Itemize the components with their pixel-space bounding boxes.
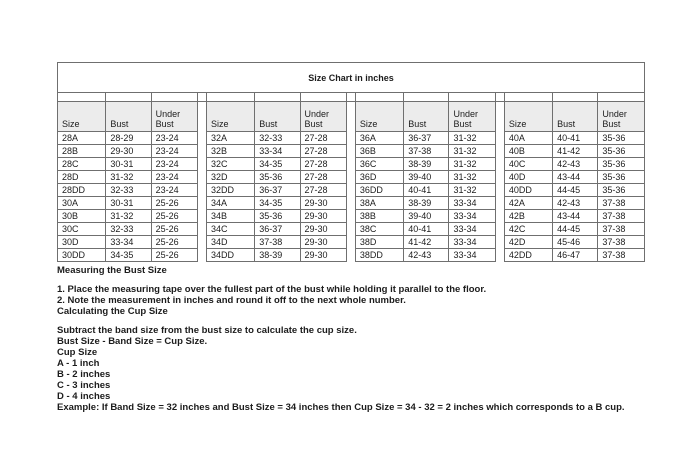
size-cell: 42C bbox=[504, 223, 552, 236]
under-bust-cell: 25-26 bbox=[151, 197, 197, 210]
under-bust-cell: 35-36 bbox=[598, 158, 645, 171]
bust-cell: 42-43 bbox=[404, 249, 449, 262]
bust-cell: 37-38 bbox=[255, 236, 300, 249]
column-gap bbox=[346, 184, 355, 197]
size-cell: 28A bbox=[58, 132, 106, 145]
under-bust-cell: 25-26 bbox=[151, 223, 197, 236]
size-chart-table bbox=[57, 62, 645, 262]
size-cell: 32A bbox=[206, 132, 254, 145]
bust-cell: 44-45 bbox=[553, 223, 598, 236]
bust-cell: 32-33 bbox=[255, 132, 300, 145]
column-gap bbox=[197, 102, 206, 132]
note-line: A - 1 inch bbox=[57, 358, 100, 369]
size-cell: 32D bbox=[206, 171, 254, 184]
table-row bbox=[58, 197, 645, 210]
under-bust-cell: 35-36 bbox=[598, 171, 645, 184]
column-gap bbox=[495, 171, 504, 184]
bust-cell: 38-39 bbox=[404, 197, 449, 210]
bust-cell: 43-44 bbox=[553, 210, 598, 223]
size-cell: 34A bbox=[206, 197, 254, 210]
note-line: 1. Place the measuring tape over the fullest part of the bust while holding it parallel to the floor. bbox=[57, 284, 487, 295]
column-gap bbox=[495, 158, 504, 171]
note-spacer bbox=[57, 276, 657, 284]
under-bust-cell: 35-36 bbox=[598, 132, 645, 145]
under-bust-cell: 27-28 bbox=[300, 145, 346, 158]
spacer-cell bbox=[106, 93, 151, 102]
title-row bbox=[58, 63, 645, 93]
column-gap bbox=[197, 158, 206, 171]
under-bust-cell: 31-32 bbox=[449, 145, 495, 158]
column-gap bbox=[346, 158, 355, 171]
under-bust-cell: 37-38 bbox=[598, 210, 645, 223]
under-bust-cell: 29-30 bbox=[300, 223, 346, 236]
column-gap bbox=[495, 236, 504, 249]
bust-cell: 28-29 bbox=[106, 132, 151, 145]
size-cell: 28DD bbox=[58, 184, 106, 197]
under-bust-cell: 37-38 bbox=[598, 236, 645, 249]
column-gap bbox=[346, 197, 355, 210]
column-gap bbox=[346, 210, 355, 223]
bust-cell: 34-35 bbox=[255, 158, 300, 171]
column-header-under-bust: Under Bust bbox=[151, 102, 197, 132]
size-cell: 32B bbox=[206, 145, 254, 158]
column-header-size: Size bbox=[504, 102, 552, 132]
bust-cell: 30-31 bbox=[106, 158, 151, 171]
column-gap bbox=[197, 236, 206, 249]
under-bust-cell: 29-30 bbox=[300, 249, 346, 262]
column-header-bust: Bust bbox=[106, 102, 151, 132]
size-cell: 36DD bbox=[355, 184, 403, 197]
size-chart-title: Size Chart in inches bbox=[58, 63, 645, 93]
under-bust-cell: 31-32 bbox=[449, 158, 495, 171]
spacer-cell bbox=[355, 93, 403, 102]
under-bust-cell: 33-34 bbox=[449, 223, 495, 236]
bust-cell: 37-38 bbox=[404, 145, 449, 158]
column-header-size: Size bbox=[355, 102, 403, 132]
bust-cell: 42-43 bbox=[553, 158, 598, 171]
size-cell: 34B bbox=[206, 210, 254, 223]
spacer-cell bbox=[197, 93, 206, 102]
size-cell: 40D bbox=[504, 171, 552, 184]
table-row bbox=[58, 223, 645, 236]
note-line: Bust Size - Band Size = Cup Size. bbox=[57, 336, 208, 347]
column-gap bbox=[197, 223, 206, 236]
under-bust-cell: 23-24 bbox=[151, 158, 197, 171]
spacer-cell bbox=[404, 93, 449, 102]
bust-cell: 38-39 bbox=[255, 249, 300, 262]
note-line: 2. Note the measurement in inches and round it off to the next whole number. bbox=[57, 295, 406, 306]
under-bust-cell: 37-38 bbox=[598, 249, 645, 262]
bust-cell: 43-44 bbox=[553, 171, 598, 184]
under-bust-cell: 33-34 bbox=[449, 197, 495, 210]
size-cell: 34DD bbox=[206, 249, 254, 262]
under-bust-cell: 33-34 bbox=[449, 249, 495, 262]
column-gap bbox=[346, 249, 355, 262]
table-row bbox=[58, 249, 645, 262]
spacer-cell bbox=[598, 93, 645, 102]
bust-cell: 40-41 bbox=[553, 132, 598, 145]
under-bust-cell: 23-24 bbox=[151, 145, 197, 158]
column-gap bbox=[495, 102, 504, 132]
table-row bbox=[58, 132, 645, 145]
spacer-cell bbox=[346, 93, 355, 102]
column-gap bbox=[495, 249, 504, 262]
under-bust-cell: 25-26 bbox=[151, 236, 197, 249]
spacer-cell bbox=[58, 93, 106, 102]
under-bust-cell: 35-36 bbox=[598, 145, 645, 158]
table-row bbox=[58, 184, 645, 197]
size-cell: 38A bbox=[355, 197, 403, 210]
size-cell: 40A bbox=[504, 132, 552, 145]
bust-cell: 39-40 bbox=[404, 171, 449, 184]
table-row bbox=[58, 158, 645, 171]
spacer-cell bbox=[151, 93, 197, 102]
column-header-under-bust: Under Bust bbox=[449, 102, 495, 132]
size-cell: 30B bbox=[58, 210, 106, 223]
bust-cell: 35-36 bbox=[255, 210, 300, 223]
note-line: Example: If Band Size = 32 inches and Bust Size = 34 inches then Cup Size = 34 - 32 = 2 inches which corresponds to a B cup. bbox=[57, 402, 625, 413]
table-row bbox=[58, 145, 645, 158]
under-bust-cell: 27-28 bbox=[300, 184, 346, 197]
size-cell: 30DD bbox=[58, 249, 106, 262]
bust-cell: 40-41 bbox=[404, 223, 449, 236]
column-gap bbox=[197, 184, 206, 197]
bust-cell: 42-43 bbox=[553, 197, 598, 210]
under-bust-cell: 37-38 bbox=[598, 197, 645, 210]
under-bust-cell: 23-24 bbox=[151, 184, 197, 197]
under-bust-cell: 29-30 bbox=[300, 197, 346, 210]
bust-cell: 45-46 bbox=[553, 236, 598, 249]
bust-cell: 36-37 bbox=[404, 132, 449, 145]
bust-cell: 36-37 bbox=[255, 223, 300, 236]
note-line: Subtract the band size from the bust size to calculate the cup size. bbox=[57, 325, 357, 336]
table-row bbox=[58, 171, 645, 184]
bust-cell: 46-47 bbox=[553, 249, 598, 262]
table-row bbox=[58, 210, 645, 223]
note-line: Cup Size bbox=[57, 347, 98, 358]
column-gap bbox=[197, 249, 206, 262]
size-cell: 38DD bbox=[355, 249, 403, 262]
under-bust-cell: 33-34 bbox=[449, 236, 495, 249]
column-gap bbox=[346, 236, 355, 249]
spacer-cell bbox=[300, 93, 346, 102]
under-bust-cell: 27-28 bbox=[300, 171, 346, 184]
bust-cell: 34-35 bbox=[255, 197, 300, 210]
note-heading: Calculating the Cup Size bbox=[57, 306, 168, 317]
column-gap bbox=[495, 197, 504, 210]
column-header-bust: Bust bbox=[553, 102, 598, 132]
column-header-under-bust: Under Bust bbox=[300, 102, 346, 132]
column-header-bust: Bust bbox=[404, 102, 449, 132]
bust-cell: 34-35 bbox=[106, 249, 151, 262]
size-cell: 42B bbox=[504, 210, 552, 223]
size-cell: 32C bbox=[206, 158, 254, 171]
spacer-cell bbox=[206, 93, 254, 102]
bust-cell: 41-42 bbox=[553, 145, 598, 158]
bust-cell: 29-30 bbox=[106, 145, 151, 158]
under-bust-cell: 29-30 bbox=[300, 210, 346, 223]
note-line: C - 3 inches bbox=[57, 380, 111, 391]
under-bust-cell: 25-26 bbox=[151, 249, 197, 262]
column-header-size: Size bbox=[58, 102, 106, 132]
column-gap bbox=[197, 145, 206, 158]
size-cell: 32DD bbox=[206, 184, 254, 197]
bust-cell: 32-33 bbox=[106, 184, 151, 197]
size-cell: 42D bbox=[504, 236, 552, 249]
bust-cell: 40-41 bbox=[404, 184, 449, 197]
bust-cell: 38-39 bbox=[404, 158, 449, 171]
size-cell: 30D bbox=[58, 236, 106, 249]
size-cell: 40B bbox=[504, 145, 552, 158]
column-gap bbox=[197, 132, 206, 145]
column-gap bbox=[495, 184, 504, 197]
under-bust-cell: 31-32 bbox=[449, 171, 495, 184]
under-bust-cell: 35-36 bbox=[598, 184, 645, 197]
column-gap bbox=[346, 171, 355, 184]
under-bust-cell: 33-34 bbox=[449, 210, 495, 223]
size-cell: 38D bbox=[355, 236, 403, 249]
bust-cell: 32-33 bbox=[106, 223, 151, 236]
column-gap bbox=[346, 102, 355, 132]
spacer-cell bbox=[504, 93, 552, 102]
bust-cell: 41-42 bbox=[404, 236, 449, 249]
bust-cell: 36-37 bbox=[255, 184, 300, 197]
column-gap bbox=[197, 210, 206, 223]
under-bust-cell: 27-28 bbox=[300, 158, 346, 171]
note-spacer bbox=[57, 317, 657, 325]
spacer-row bbox=[58, 93, 645, 102]
spacer-cell bbox=[495, 93, 504, 102]
size-cell: 28D bbox=[58, 171, 106, 184]
size-cell: 28B bbox=[58, 145, 106, 158]
under-bust-cell: 37-38 bbox=[598, 223, 645, 236]
size-cell: 38B bbox=[355, 210, 403, 223]
note-line: D - 4 inches bbox=[57, 391, 111, 402]
column-gap bbox=[495, 145, 504, 158]
column-gap bbox=[346, 132, 355, 145]
column-header-bust: Bust bbox=[255, 102, 300, 132]
bust-cell: 31-32 bbox=[106, 210, 151, 223]
note-heading: Measuring the Bust Size bbox=[57, 265, 167, 276]
notes-section bbox=[57, 265, 657, 413]
size-cell: 42DD bbox=[504, 249, 552, 262]
size-cell: 36D bbox=[355, 171, 403, 184]
size-cell: 34D bbox=[206, 236, 254, 249]
column-gap bbox=[495, 132, 504, 145]
under-bust-cell: 29-30 bbox=[300, 236, 346, 249]
column-gap bbox=[197, 197, 206, 210]
size-cell: 30A bbox=[58, 197, 106, 210]
column-header-under-bust: Under Bust bbox=[598, 102, 645, 132]
under-bust-cell: 23-24 bbox=[151, 171, 197, 184]
table-row bbox=[58, 236, 645, 249]
bust-cell: 30-31 bbox=[106, 197, 151, 210]
size-cell: 40DD bbox=[504, 184, 552, 197]
column-gap bbox=[495, 210, 504, 223]
bust-cell: 39-40 bbox=[404, 210, 449, 223]
column-header-size: Size bbox=[206, 102, 254, 132]
under-bust-cell: 31-32 bbox=[449, 184, 495, 197]
bust-cell: 44-45 bbox=[553, 184, 598, 197]
spacer-cell bbox=[553, 93, 598, 102]
column-header-row bbox=[58, 102, 645, 132]
under-bust-cell: 25-26 bbox=[151, 210, 197, 223]
size-cell: 42A bbox=[504, 197, 552, 210]
bust-cell: 33-34 bbox=[255, 145, 300, 158]
size-cell: 38C bbox=[355, 223, 403, 236]
size-cell: 30C bbox=[58, 223, 106, 236]
size-cell: 36C bbox=[355, 158, 403, 171]
size-cell: 28C bbox=[58, 158, 106, 171]
under-bust-cell: 23-24 bbox=[151, 132, 197, 145]
spacer-cell bbox=[449, 93, 495, 102]
spacer-cell bbox=[255, 93, 300, 102]
bust-cell: 33-34 bbox=[106, 236, 151, 249]
column-gap bbox=[197, 171, 206, 184]
size-cell: 36A bbox=[355, 132, 403, 145]
column-gap bbox=[346, 145, 355, 158]
column-gap bbox=[495, 223, 504, 236]
column-gap bbox=[346, 223, 355, 236]
under-bust-cell: 27-28 bbox=[300, 132, 346, 145]
bust-cell: 35-36 bbox=[255, 171, 300, 184]
under-bust-cell: 31-32 bbox=[449, 132, 495, 145]
size-cell: 34C bbox=[206, 223, 254, 236]
size-cell: 40C bbox=[504, 158, 552, 171]
bust-cell: 31-32 bbox=[106, 171, 151, 184]
note-line: B - 2 inches bbox=[57, 369, 111, 380]
size-cell: 36B bbox=[355, 145, 403, 158]
